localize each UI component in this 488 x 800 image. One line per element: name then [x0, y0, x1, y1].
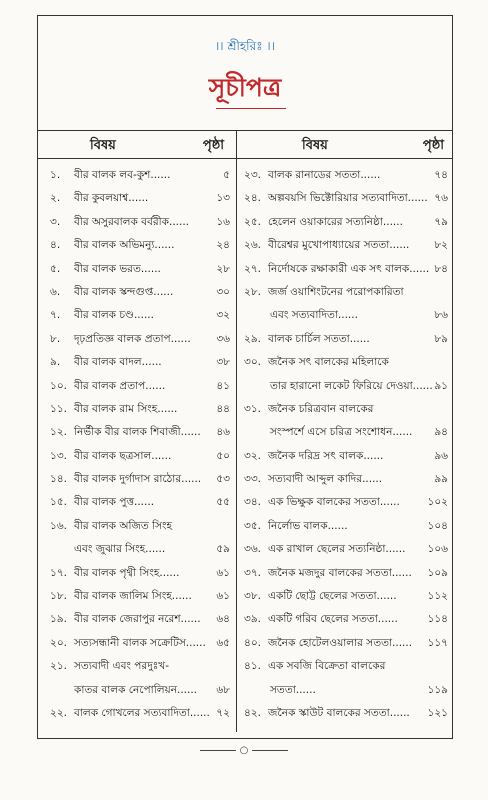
entry-number: ৯. — [50, 356, 61, 369]
leader-dots: ...... — [180, 426, 201, 439]
entry-title: সংস্পর্শে এসে চরিত্র সংশোধন — [270, 426, 393, 439]
leader-dots: ...... — [295, 683, 316, 696]
entry-page: ২৪ — [214, 234, 230, 257]
leader-dots: ...... — [189, 706, 210, 719]
entry-title: জনৈক দরিদ্র সৎ বালক — [268, 449, 364, 462]
entry-number: ১২. — [50, 426, 67, 439]
entry-title: জনৈক মজদুর বালকের সততা — [268, 566, 392, 579]
entry-page: ১০৬ — [426, 538, 448, 561]
entry-page: ৯১ — [432, 375, 448, 398]
leader-dots: ...... — [176, 683, 198, 696]
entry-number: ১৩. — [50, 449, 67, 462]
entry-title: অল্পবয়সি ভিক্টোরিয়ার সত্যবাদিতা — [268, 192, 408, 205]
footer-ornament: ○ — [0, 745, 488, 756]
header-topic: বিষয় — [302, 138, 328, 153]
leader-dots: ...... — [181, 473, 202, 486]
entry-title: নির্দোষকে রক্ষাকারী এক সৎ বালক — [268, 262, 410, 275]
leader-dots: ...... — [145, 543, 166, 556]
toc-entry — [38, 562, 236, 585]
entry-number: ৩১. — [244, 402, 261, 415]
toc-entry — [38, 445, 236, 468]
entry-title: জনৈক সৎ বালকের মহিলাকে — [268, 356, 389, 369]
entry-title: দৃঢ়প্রতিজ্ঞ বালক প্রতাপ — [74, 332, 171, 345]
leader-dots: ...... — [407, 192, 428, 205]
invocation-text: ।। শ্রীহরিঃ ।। — [214, 39, 275, 53]
entry-page: ১০২ — [426, 491, 448, 514]
toc-entry — [238, 398, 454, 421]
entry-page: ৩০ — [214, 281, 230, 304]
entry-page: ৯৯ — [432, 468, 448, 491]
toc-entry — [238, 375, 454, 398]
toc-entry — [38, 702, 236, 725]
entry-number: ২১. — [50, 660, 67, 673]
leader-dots: ...... — [180, 613, 201, 626]
leader-dots: ...... — [349, 332, 370, 345]
entry-title: বীর বালক স্কন্দগুপ্ত — [74, 285, 154, 298]
leader-dots: ...... — [389, 706, 410, 719]
entry-title: সত্যবাদী এবং পরদুঃখ- — [74, 660, 169, 673]
entry-title: এক সবজি বিক্রেতা বালকের — [268, 660, 386, 673]
toc-entry — [238, 585, 454, 608]
entry-title: বীর বালক অভিমন্যু — [74, 239, 155, 252]
entry-page: ১০৪ — [426, 515, 448, 538]
entry-page: ৭২ — [214, 702, 230, 725]
header-rule-top — [38, 130, 452, 131]
toc-entry — [238, 421, 454, 444]
toc-entry — [238, 328, 454, 351]
leader-dots: ...... — [363, 449, 384, 462]
entry-page: ৪১ — [214, 375, 230, 398]
entry-page: ৩২ — [214, 304, 230, 327]
leader-dots: ...... — [141, 356, 162, 369]
entry-number: ২৮. — [244, 285, 261, 298]
toc-entry — [38, 375, 236, 398]
leader-dots: ...... — [151, 449, 172, 462]
toc-entry — [38, 328, 236, 351]
entry-title: বীর বালক ভরত — [74, 262, 141, 275]
entry-page: ৩৮ — [214, 351, 230, 374]
entry-page: ৪৬ — [214, 421, 230, 444]
entry-title: সত্যসন্ধানী বালক সক্রেটিস — [74, 636, 186, 649]
entry-number: ৩. — [50, 215, 61, 228]
entry-page: ২৮ — [214, 258, 230, 281]
entry-number: ২৯. — [244, 332, 261, 345]
toc-entry — [38, 187, 236, 210]
entry-number: ৩৮. — [244, 590, 261, 603]
leader-dots: ...... — [170, 332, 191, 345]
entry-number: ৩৯. — [244, 613, 261, 626]
leader-dots: ...... — [376, 590, 397, 603]
page-title: সূচীপত্র — [208, 73, 282, 102]
toc-entry — [238, 281, 454, 304]
entry-title: বালক রানাডের সততা — [268, 169, 361, 181]
entry-number: ১৯. — [50, 613, 67, 626]
entry-title: বীর বালক পুত্ত — [74, 496, 134, 509]
entry-title: বীর কুবলয়াশ্ব — [74, 192, 129, 205]
entry-title: এবং জুঝার সিংহ — [74, 543, 146, 556]
entry-title: বালক গোখলের সত্যবাদিতা — [74, 706, 190, 719]
toc-entry — [238, 632, 454, 655]
entry-number: ৪. — [50, 239, 61, 252]
column-divider — [236, 130, 237, 732]
leader-dots: ...... — [159, 566, 180, 579]
entry-number: ৩২. — [244, 449, 261, 462]
toc-entry — [238, 538, 454, 561]
leader-dots: ...... — [153, 285, 174, 298]
toc-entry — [238, 445, 454, 468]
toc-entry — [238, 234, 454, 257]
entry-title: বীর বালক জেরাপুর নরেশ — [74, 613, 181, 626]
leader-dots: ...... — [140, 262, 161, 275]
entry-page: ১১৭ — [426, 632, 448, 655]
entry-page: ৮২ — [432, 234, 448, 257]
entry-page: ৬৫ — [214, 632, 230, 655]
leader-dots: ...... — [391, 566, 412, 579]
entry-title: বীর বালক প্রতাপ — [74, 379, 146, 392]
entry-number: ২০. — [50, 636, 67, 649]
entry-page: ৫৩ — [214, 468, 230, 491]
header-topic: বিষয় — [90, 138, 116, 153]
entry-page: ১৩ — [214, 187, 230, 210]
toc-entry — [238, 655, 454, 678]
entry-number: ২৪. — [244, 192, 261, 205]
entry-number: ৬. — [50, 285, 61, 298]
leader-dots: ...... — [150, 169, 171, 181]
entry-title: এক রাখাল ছেলের সত্যনিষ্ঠা — [268, 543, 386, 556]
entry-number: ২২. — [50, 706, 67, 719]
entry-number: ৩৭. — [244, 566, 261, 579]
entry-title: বীরেশ্বর মুখোপাধ্যায়ের সততা — [268, 239, 390, 252]
toc-entry — [38, 398, 236, 421]
entry-title: বীর বালক রাম সিংহ — [74, 402, 158, 415]
entry-title: বীর বালক পৃথ্বী সিংহ — [74, 566, 160, 579]
entry-title: নির্ভীক বীর বালক শিবাজী — [74, 426, 181, 439]
entry-page: ৫০ — [214, 445, 230, 468]
leader-dots: ...... — [185, 636, 206, 649]
entry-number: ১১. — [50, 402, 67, 415]
entry-page: ১০৯ — [426, 562, 448, 585]
toc-entry — [38, 258, 236, 281]
entry-number: ২৬. — [244, 239, 261, 252]
toc-entry — [238, 187, 454, 210]
entry-title: একটি গরিব ছেলের সততা — [268, 613, 378, 626]
toc-entry — [38, 164, 236, 187]
entry-page: ৫৫ — [214, 491, 230, 514]
toc-entry — [38, 679, 236, 702]
toc-entry — [238, 702, 454, 725]
leader-dots: ...... — [128, 192, 149, 205]
toc-entry — [38, 538, 236, 561]
header-page: পৃষ্ঠা — [422, 138, 444, 153]
toc-entry — [38, 585, 236, 608]
leader-dots: ...... — [134, 496, 155, 509]
entry-title: বীর বালক ছত্রসাল — [74, 449, 152, 462]
entry-page: ৬৮ — [214, 679, 230, 702]
leader-dots: ...... — [385, 543, 406, 556]
leader-dots: ...... — [409, 262, 430, 275]
entry-title: বীর বালক দুর্গাদাস রাঠোর — [74, 473, 182, 486]
entry-number: ১৫. — [50, 496, 67, 509]
leader-dots: ...... — [133, 309, 154, 322]
right-entry-list — [238, 164, 454, 725]
leader-dots: ...... — [392, 636, 413, 649]
entry-number: ৩৪. — [244, 496, 261, 509]
left-entry-list — [38, 164, 236, 725]
entry-number: ১৬. — [50, 519, 67, 532]
toc-entry — [238, 679, 454, 702]
entry-number: ৭. — [50, 309, 61, 322]
toc-entry — [38, 234, 236, 257]
entry-page: ১১২ — [426, 585, 448, 608]
entry-title: সততা — [270, 683, 296, 696]
header-page: পৃষ্ঠা — [202, 138, 224, 153]
entry-number: ২. — [50, 192, 61, 205]
entry-title: নির্লোভ বালক — [268, 519, 328, 532]
leader-dots: ...... — [362, 473, 383, 486]
leader-dots: ...... — [327, 519, 348, 532]
toc-entry — [38, 421, 236, 444]
leader-dots: ...... — [157, 402, 178, 415]
entry-number: ৫. — [50, 262, 61, 275]
header-rule-bottom — [38, 158, 452, 159]
entry-title: জনৈক হোটেলওয়ালার সততা — [268, 636, 393, 649]
entry-number: ৪০. — [244, 636, 261, 649]
entry-title: বীর বালক বাদল — [74, 356, 142, 369]
leader-dots: ...... — [412, 379, 433, 392]
toc-entry — [238, 351, 454, 374]
entry-number: ৪২. — [244, 706, 261, 719]
entry-title: কাতর বালক নেপোলিয়ন — [74, 683, 177, 696]
left-column-header — [38, 134, 236, 156]
entry-title: বীর অসুরবালক বর্বরীক — [74, 215, 169, 228]
entry-number: ৩৩. — [244, 473, 261, 486]
entry-number: ৩৬. — [244, 543, 261, 556]
leader-dots: ...... — [389, 239, 410, 252]
entry-page: ৬৪ — [214, 608, 230, 631]
entry-number: ১. — [50, 169, 61, 181]
entry-number: ২৫. — [244, 215, 261, 228]
entry-page: ৯৪ — [432, 421, 448, 444]
entry-title: বীর বালক জালিম সিংহ — [74, 590, 172, 603]
entry-page: ১১৯ — [426, 679, 448, 702]
toc-entry — [238, 491, 454, 514]
leader-dots: ...... — [392, 426, 413, 439]
leader-dots: ...... — [168, 215, 190, 228]
entry-page: ১১৪ — [426, 608, 448, 631]
entry-page: ১৬ — [214, 211, 230, 234]
toc-entry — [238, 211, 454, 234]
toc-entry — [38, 632, 236, 655]
entry-title: বীর বালক লব-কুশ — [74, 169, 151, 181]
toc-entry — [38, 655, 236, 678]
entry-page: ১২১ — [426, 702, 448, 725]
toc-entry — [38, 468, 236, 491]
leader-dots: ...... — [171, 590, 192, 603]
entry-page: ৪৪ — [214, 398, 230, 421]
toc-entry — [38, 515, 236, 538]
toc-entry — [38, 211, 236, 234]
leader-dots: ...... — [382, 215, 403, 228]
toc-frame — [37, 15, 453, 739]
toc-entry — [38, 491, 236, 514]
entry-title: সত্যবাদী আব্দুল কাদির — [268, 473, 363, 486]
entry-page: ৯৬ — [432, 445, 448, 468]
entry-title: বালক চার্চিল সততা — [268, 332, 350, 345]
toc-entry — [238, 164, 454, 187]
toc-entry — [38, 304, 236, 327]
leader-dots: ...... — [145, 379, 166, 392]
leader-dots: ...... — [377, 613, 398, 626]
right-column-header — [238, 134, 454, 156]
entry-page: ৭৯ — [432, 211, 448, 234]
entry-page: ৫৯ — [214, 538, 230, 561]
leader-dots: ...... — [154, 239, 175, 252]
entry-title: তার হারানো লকেট ফিরিয়ে দেওয়া — [270, 379, 413, 392]
entry-title: বীর বালক অজিত সিংহ — [74, 519, 173, 532]
toc-entry — [38, 281, 236, 304]
entry-title: একটি ছোট্ট ছেলের সততা — [268, 590, 377, 603]
entry-number: ৩৫. — [244, 519, 261, 532]
entry-page: ৮৪ — [432, 258, 448, 281]
entry-number: ৮. — [50, 332, 61, 345]
entry-title: হেলেন ওয়াকারের সত্যনিষ্ঠা — [268, 215, 383, 228]
toc-entry — [238, 258, 454, 281]
entry-title: বীর বালক চণ্ড — [74, 309, 134, 322]
entry-page: ৮৬ — [432, 304, 448, 327]
toc-entry — [238, 515, 454, 538]
entry-number: ১০. — [50, 379, 67, 392]
entry-page: ৬১ — [214, 562, 230, 585]
toc-entry — [238, 608, 454, 631]
toc-entry — [238, 304, 454, 327]
entry-number: ৪১. — [244, 660, 261, 673]
leader-dots: ...... — [360, 169, 381, 181]
entry-title: জনৈক স্কাউট বালকের সততা — [268, 706, 390, 719]
entry-page: ৭৬ — [432, 187, 448, 210]
entry-page: ৭৪ — [432, 164, 448, 187]
entry-number: ২৩. — [244, 169, 261, 181]
entry-title: জর্জ ওয়াশিংটনের পরোপকারিতা — [268, 285, 404, 298]
entry-page: ৫ — [221, 164, 230, 187]
toc-entry — [38, 608, 236, 631]
entry-number: ১৮. — [50, 590, 67, 603]
entry-page: ৮৯ — [432, 328, 448, 351]
toc-entry — [38, 351, 236, 374]
entry-title: এবং সত্যবাদিতা — [270, 309, 338, 322]
entry-page: ৩৬ — [214, 328, 230, 351]
entry-number: ৩০. — [244, 356, 261, 369]
toc-entry — [238, 468, 454, 491]
entry-number: ১৪. — [50, 473, 67, 486]
toc-entry — [238, 562, 454, 585]
title-underline — [216, 108, 286, 109]
entry-number: ১৭. — [50, 566, 67, 579]
entry-page: ৬১ — [214, 585, 230, 608]
entry-number: ২৭. — [244, 262, 261, 275]
leader-dots: ...... — [337, 309, 358, 322]
leader-dots: ...... — [379, 496, 400, 509]
entry-title: এক ভিক্ষুক বালকের সততা — [268, 496, 380, 509]
entry-title: জনৈক চরিত্রবান বালকের — [268, 402, 374, 415]
